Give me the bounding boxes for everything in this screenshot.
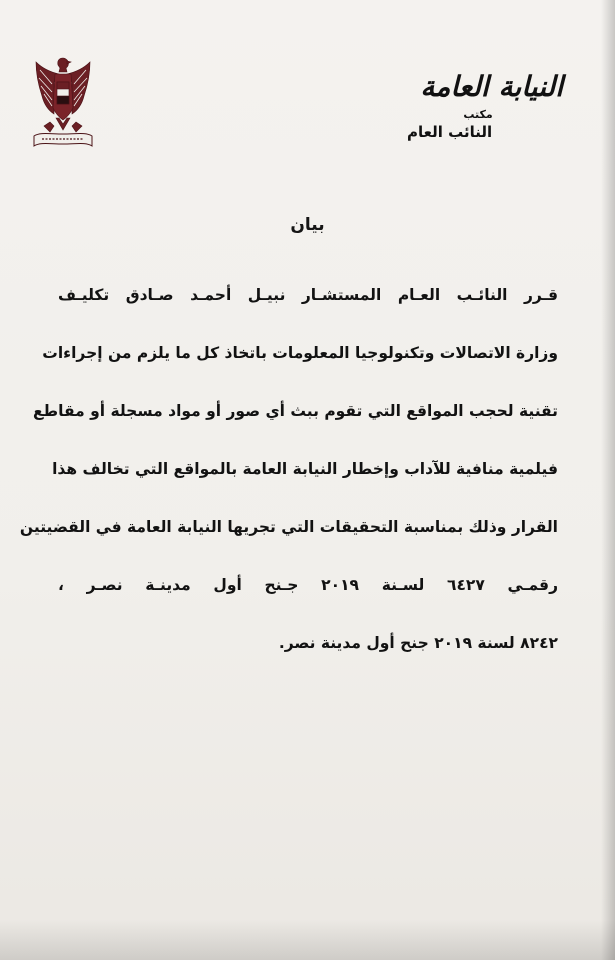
statement-body	[19, 286, 558, 692]
statement-line: القرار وذلك بمناسبة التحقيقات التي تجريها النيابة العامة في القضيتين	[19, 518, 558, 536]
document-title: بيان	[290, 215, 325, 235]
page-edge-shadow	[601, 0, 615, 960]
statement-line: تقنية لحجب المواقع التي تقوم ببث أي صور أو مواد مسجلة أو مقاطع	[32, 402, 558, 420]
letterhead	[393, 70, 563, 141]
statement-line: فيلمية منافية للآداب وإخطار النيابة العامة بالمواقع التي تخالف هذا	[52, 460, 558, 478]
organization-name: النيابة العامة	[420, 70, 563, 103]
office-label: مكتب	[463, 108, 493, 121]
office-title: النائب العام	[407, 123, 493, 141]
eagle-emblem-icon	[30, 52, 96, 156]
statement-line: ٨٢٤٢ لسنة ٢٠١٩ جنح أول مدينة نصر.	[278, 634, 558, 652]
page-bottom-shadow	[0, 920, 615, 960]
statement-line: رقمـي ٦٤٢٧ لسـنة ٢٠١٩ جـنح أول مدينـة نصـر ،	[58, 576, 558, 594]
statement-line: وزارة الاتصالات وتكنولوجيا المعلومات باتخاذ كل ما يلزم من إجراءات	[42, 344, 558, 362]
statement-line: قـرر النائـب العـام المستشـار نبيـل أحمـد صـادق تكليـف	[58, 286, 558, 304]
